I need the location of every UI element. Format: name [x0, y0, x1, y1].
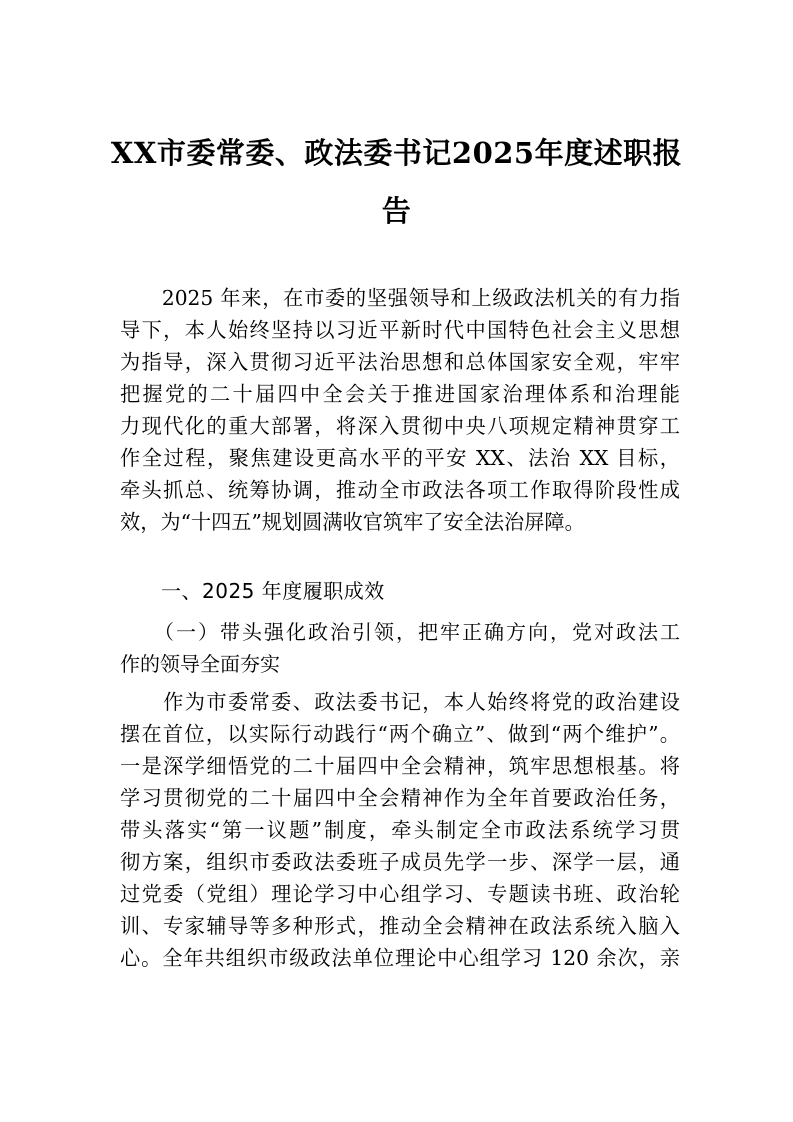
text-line: 彻方案，组织市委政法委班子成员先学一步、深学一层，通	[120, 850, 680, 874]
text-line: 效，为“十四五”规划圆满收官筑牢了安全法治屏障。	[120, 510, 585, 534]
text-line: 作全过程，聚焦建设更高水平的平安 XX、法治 XX 目标，	[120, 446, 680, 470]
text-line: （一）带头强化政治引领，把牢正确方向，党对政法工	[120, 620, 680, 644]
text-line: 2025 年来，在市委的坚强领导和上级政法机关的有力指	[120, 286, 680, 310]
text-line: 牵头抓总、统筹协调，推动全市政法各项工作取得阶段性成	[120, 478, 680, 502]
text-line: 摆在首位，以实际行动践行“两个确立”、做到“两个维护”。	[120, 722, 680, 746]
text-line: 作的领导全面夯实	[120, 652, 280, 676]
section-heading: 一、2025 年度履职成效	[120, 579, 385, 603]
text-line: 为指导，深入贯彻习近平法治思想和总体国家安全观，牢牢	[120, 350, 680, 374]
document-title-line-1: XX市委常委、政法委书记2025年度述职报	[110, 136, 683, 170]
text-line: 力现代化的重大部署，将深入贯彻中央八项规定精神贯穿工	[120, 414, 680, 438]
text-line: 心。全年共组织市级政法单位理论中心组学习 120 余次，亲	[120, 946, 680, 970]
subsection-1-heading	[120, 616, 680, 680]
section-1	[120, 575, 680, 607]
text-line: 一是深学细悟党的二十届四中全会精神，筑牢思想根基。将	[120, 754, 680, 778]
document-title-line-2: 告	[381, 194, 412, 228]
text-line: 学习贯彻党的二十届四中全会精神作为全年首要政治任务，	[120, 786, 680, 810]
subsection-1-paragraph	[120, 686, 680, 974]
text-line: 过党委（党组）理论学习中心组学习、专题读书班、政治轮	[120, 882, 680, 906]
text-line: 作为市委常委、政法委书记，本人始终将党的政治建设	[120, 690, 680, 714]
text-line: 训、专家辅导等多种形式，推动全会精神在政法系统入脑入	[120, 914, 680, 938]
text-line: 把握党的二十届四中全会关于推进国家治理体系和治理能	[120, 382, 680, 406]
text-line: 带头落实“第一议题”制度，牵头制定全市政法系统学习贯	[120, 818, 680, 842]
intro-paragraph	[120, 282, 680, 538]
text-line: 导下，本人始终坚持以习近平新时代中国特色社会主义思想	[120, 318, 680, 342]
